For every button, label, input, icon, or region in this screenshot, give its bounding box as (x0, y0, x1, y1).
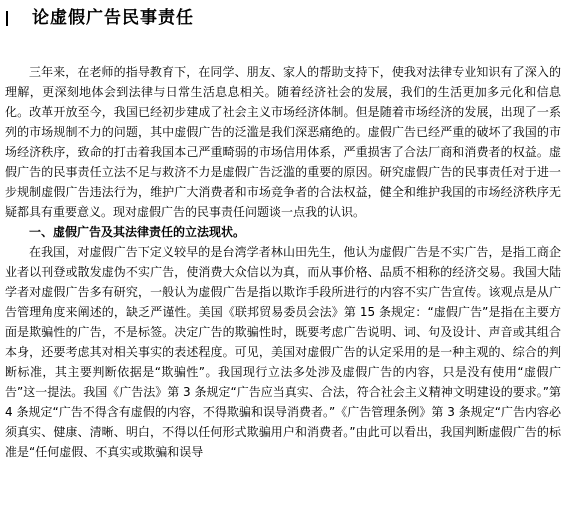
title-marker-bar (6, 11, 8, 26)
section-heading: 一、虚假广告及其法律责任的立法现状。 (29, 225, 246, 239)
page-title: 论虚假广告民事责任 (32, 8, 194, 28)
intro-paragraph: 三年来，在老师的指导教育下，在同学、朋友、家人的帮助支持下，使我对法律专业知识有了深入的理解，更深刻地体会到法律与日常生活息息相关。随着经济社会的发展，我们的生活更加多元化和信息化。改革开放至今，我国已经初步建成了社会主义市场经济体制。但是随着市场经济的发展，出现了一系列的市场规制不力的问题，其中虚假广告的泛滥是我们深恶痛绝的。虚假广告已经严重的破坏了我国的市场经济秩序，致命的打击着我国本己严重畸弱的市场信用体系，严重损害了合法厂商和消费者的权益。虚假广告的民事责任立法不足与救济不力是虚假广告泛滥的重要的原因。研究虚假广告的民事责任对于进一步规制虚假广告违法行为，维护广大消费者和市场竞争者的合法权益，健全和维护我国的市场经济秩序无疑都具有重要意义。现对虚假广告的民事责任问题谈一点我的认识。 (5, 65, 561, 219)
section-paragraph: 在我国，对虚假广告下定义较早的是台湾学者林山田先生，他认为虚假广告是不实广告，是指工商企业者以刊登或散发虚伪不实广告，使消费大众信以为真，而从事价格、品质不相称的经济交易。我国大陆学者对虚假广告多有研究，一般认为虚假广告是指以欺诈手段所进行的内容不实广告宣传。该观点是从广告管理角度来阐述的，缺乏严谨性。美国《联邦贸易委员会法》第 15 条规定：“虚假广告”是指在主要方面是欺骗性的广告，不是标签。决定广告的欺骗性时，既要考虑广告说明、词、句及设计、声音或其组合本身，还要考虑其对相关事实的表述程度。可见，美国对虚假广告的认定采用的是一种主观的、综合的判断标准，其主要判断依据是“欺骗性”。我国现行立法多处涉及虚假广告的内容，只是没有使用“虚假广告”这一提法。我国《广告法》第 3 条规定“广告应当真实、合法，符合社会主义精神文明建设的要求。”第 4 条规定“广告不得含有虚假的内容，不得欺骗和误导消费者。”《广告管理条例》第 3 条规定“广告内容必须真实、健康、清晰、明白，不得以任何形式欺骗用户和消费者。”由此可以看出，我国判断虚假广告的标准是“任何虚假、不真实或欺骗和误导 (5, 245, 561, 459)
title-row (0, 6, 565, 30)
document-body (5, 62, 561, 462)
